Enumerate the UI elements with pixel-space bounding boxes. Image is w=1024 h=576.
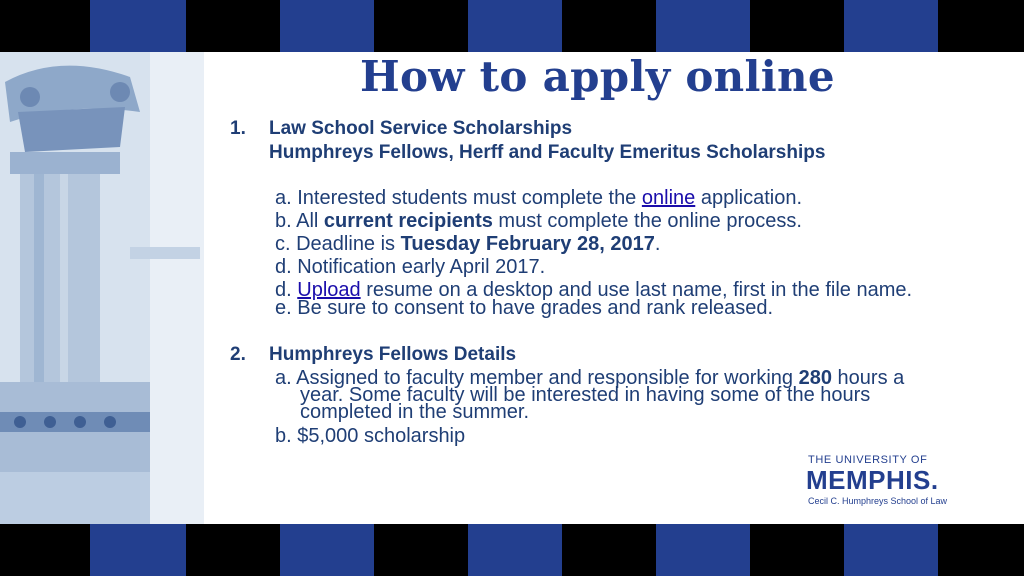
deadline-date: Tuesday February 28, 2017 [400, 233, 655, 255]
s2-a-prefix: a. Assigned to faculty member and responsible for working [275, 367, 799, 389]
item-b-bold: current recipients [323, 210, 493, 232]
item-c-prefix: c. Deadline is [275, 233, 401, 255]
item-d-notification: d. Notification early April 2017. [275, 256, 546, 278]
section-2-item-a-line2: year. Some faculty will be interested in having some of the hours [300, 384, 871, 406]
item-b-prefix: b. All [275, 210, 324, 232]
band-block [656, 524, 750, 576]
upload-link[interactable]: Upload [297, 279, 361, 301]
logo-line2: MEMPHIS. [806, 465, 939, 495]
slide-title: How to apply online [360, 52, 835, 101]
online-link[interactable]: online [641, 187, 696, 209]
section-2-item-b: b. $5,000 scholarship [275, 425, 466, 447]
band-block [844, 0, 938, 52]
band-block [280, 524, 374, 576]
band-block [468, 0, 562, 52]
band-block [90, 0, 186, 52]
column-illustration [0, 52, 204, 524]
section-1-number: 1. [230, 118, 246, 139]
university-logo [806, 454, 956, 514]
band-block [656, 0, 750, 52]
item-b-suffix: must complete the online process. [492, 210, 802, 232]
s2-a-suffix: hours a [831, 367, 905, 389]
item-a-prefix: a. Interested students must complete the [275, 187, 642, 209]
logo-line3: Cecil C. Humphreys School of Law [808, 496, 948, 506]
column-photo [0, 52, 204, 524]
section-2-heading: Humphreys Fellows Details [269, 344, 517, 365]
section-1-heading-line1: Law School Service Scholarships [269, 118, 573, 139]
band-block [844, 524, 938, 576]
item-c-suffix: . [654, 233, 661, 255]
item-d2-suffix: resume on a desktop and use last name, first in the file name. [360, 279, 913, 301]
section-2-item-a-line3: completed in the summer. [300, 401, 529, 423]
item-e: e. Be sure to consent to have grades and rank released. [275, 297, 774, 319]
item-c [275, 233, 660, 256]
item-a [275, 187, 802, 210]
logo-line1: THE UNIVERSITY OF [808, 454, 928, 466]
section-2-number: 2. [230, 344, 246, 365]
bottom-band [0, 524, 1024, 576]
band-block [90, 524, 186, 576]
item-a-suffix: application. [695, 187, 803, 209]
band-block [280, 0, 374, 52]
top-band [0, 0, 1024, 52]
item-d2-prefix: d. [275, 279, 298, 301]
hours-count: 280 [798, 367, 832, 389]
item-b [275, 210, 802, 233]
section-1-heading-line2: Humphreys Fellows, Herff and Faculty Emeritus Scholarships [269, 142, 826, 163]
band-block [468, 524, 562, 576]
